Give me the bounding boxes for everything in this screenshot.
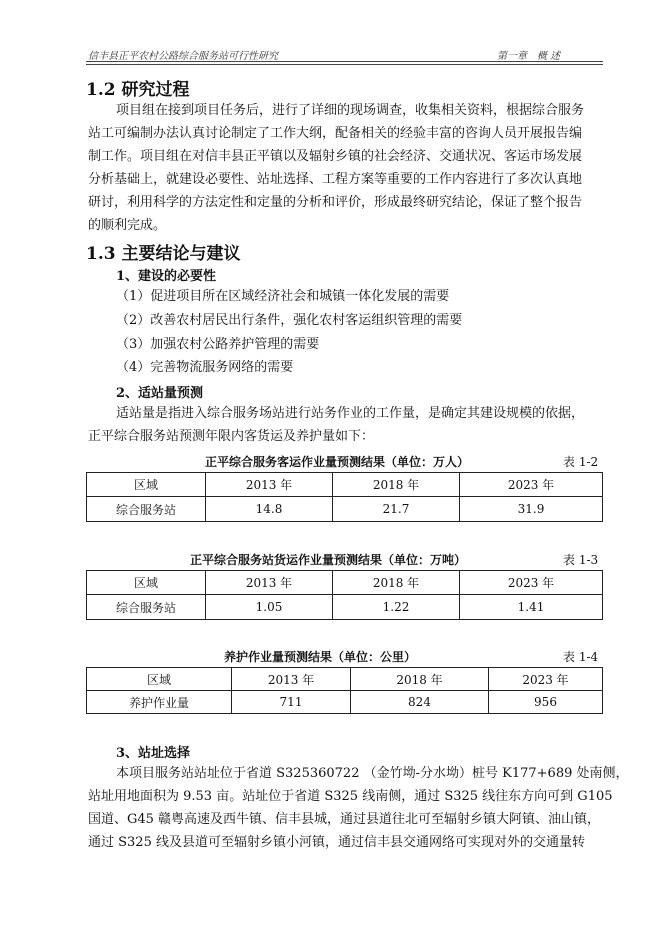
- table-cell: 综合服务站: [87, 595, 206, 620]
- table-cell: 824: [351, 691, 489, 714]
- paragraph-line: 正平综合服务站预测年限内客货运及养护量如下：: [88, 429, 375, 444]
- table-number: 表 1-4: [563, 650, 599, 664]
- table-header-cell: 2018 年: [351, 668, 489, 691]
- paragraph-line: 站工可编制办法认真讨论制定了工作大纲，配备相关的经验丰富的咨询人员开展报告编: [88, 126, 583, 141]
- table-number: 表 1-2: [563, 455, 599, 469]
- section-title-1-3: 1.3 主要结论与建议: [86, 244, 241, 264]
- paragraph-line: 分析基础上，就建设必要性、站址选择、工程方案等重要的工作内容进行了多次认真地: [88, 172, 583, 187]
- table-header-cell: 2023 年: [460, 571, 603, 595]
- header-rule: [86, 61, 603, 62]
- table-header-cell: 2018 年: [333, 473, 460, 497]
- table-cell: 21.7: [333, 497, 460, 522]
- paragraph-line: 适站量是指进入综合服务场站进行站务作业的工作量，是确定其建设规模的依据，: [116, 406, 585, 421]
- table-cell: 1.05: [206, 595, 333, 620]
- table-cell: 14.8: [206, 497, 333, 522]
- table-cell: 1.22: [333, 595, 460, 620]
- table-caption: 正平综合服务站货运作业量预测结果（单位：万吨）: [190, 553, 467, 567]
- table-header-cell: 区域: [87, 473, 206, 497]
- table-cell: 711: [232, 691, 351, 714]
- table-header-cell: 2013 年: [232, 668, 351, 691]
- table-cell: 31.9: [460, 497, 603, 522]
- table-cell: 养护作业量: [87, 691, 232, 714]
- paragraph-line: 的顺利完成。: [88, 218, 167, 233]
- paragraph-line: 本项目服务站站址位于省道 S325360722 （金竹坳-分水坳）桩号 K177+689 处南侧，: [116, 766, 629, 781]
- table-cell: 1.41: [460, 595, 603, 620]
- paragraph-line: 制工作。项目组在对信丰县正平镇以及辐射乡镇的社会经济、交通状况、客运市场发展: [88, 149, 583, 164]
- table-header-cell: 区域: [87, 668, 232, 691]
- table-cell: 956: [489, 691, 603, 714]
- table-header-cell: 2023 年: [460, 473, 603, 497]
- paragraph-line: 研讨，利用科学的方法定性和定量的分析和评价，形成最终研究结论，保证了整个报告: [88, 195, 583, 210]
- section-title-1-2: 1.2 研究过程: [86, 80, 190, 100]
- table-header-cell: 2023 年: [489, 668, 603, 691]
- paragraph-line: 通过 S325 线及县道可至辐射乡镇小河镇，通过信丰县交通网络可实现对外的交通量转: [88, 835, 585, 850]
- header-rule-2: [86, 64, 603, 65]
- paragraph-line: 项目组在接到项目任务后，进行了详细的现场调查，收集相关资料，根据综合服务: [116, 103, 585, 118]
- table-caption: 养护作业量预测结果（单位：公里）: [224, 650, 417, 664]
- passenger-table: [86, 472, 603, 522]
- table-header-cell: 2018 年: [333, 571, 460, 595]
- table-number: 表 1-3: [563, 553, 599, 567]
- header-title: 信丰县正平农村公路综合服务站可行性研究: [88, 51, 278, 62]
- list-item: （4）完善物流服务网络的需要: [116, 360, 294, 375]
- table-header-cell: 2013 年: [206, 571, 333, 595]
- paragraph-line: 站址用地面积为 9.53 亩。站址位于省道 S325 线南侧，通过 S325 线往东方向可到 G105: [88, 789, 613, 804]
- subheading-necessity: 1、建设的必要性: [116, 269, 217, 284]
- table-header-cell: 区域: [87, 571, 206, 595]
- header-chapter: 第一章 概 述: [497, 51, 561, 62]
- table-caption: 正平综合服务客运作业量预测结果（单位：万人）: [205, 455, 470, 469]
- list-item: （2）改善农村居民出行条件，强化农村客运组织管理的需要: [116, 313, 463, 328]
- freight-table: [86, 570, 603, 620]
- table-cell: 综合服务站: [87, 497, 206, 522]
- table-header-cell: 2013 年: [206, 473, 333, 497]
- subheading-forecast: 2、适站量预测: [116, 386, 204, 401]
- paragraph-line: 国道、G45 赣粤高速及西牛镇、信丰县城，通过县道往北可至辐射乡镇大阿镇、油山镇，: [88, 812, 601, 827]
- maintenance-table: [86, 667, 603, 714]
- list-item: （1）促进项目所在区域经济社会和城镇一体化发展的需要: [116, 289, 450, 304]
- subheading-site: 3、站址选择: [116, 746, 191, 761]
- list-item: （3）加强农村公路养护管理的需要: [116, 337, 320, 352]
